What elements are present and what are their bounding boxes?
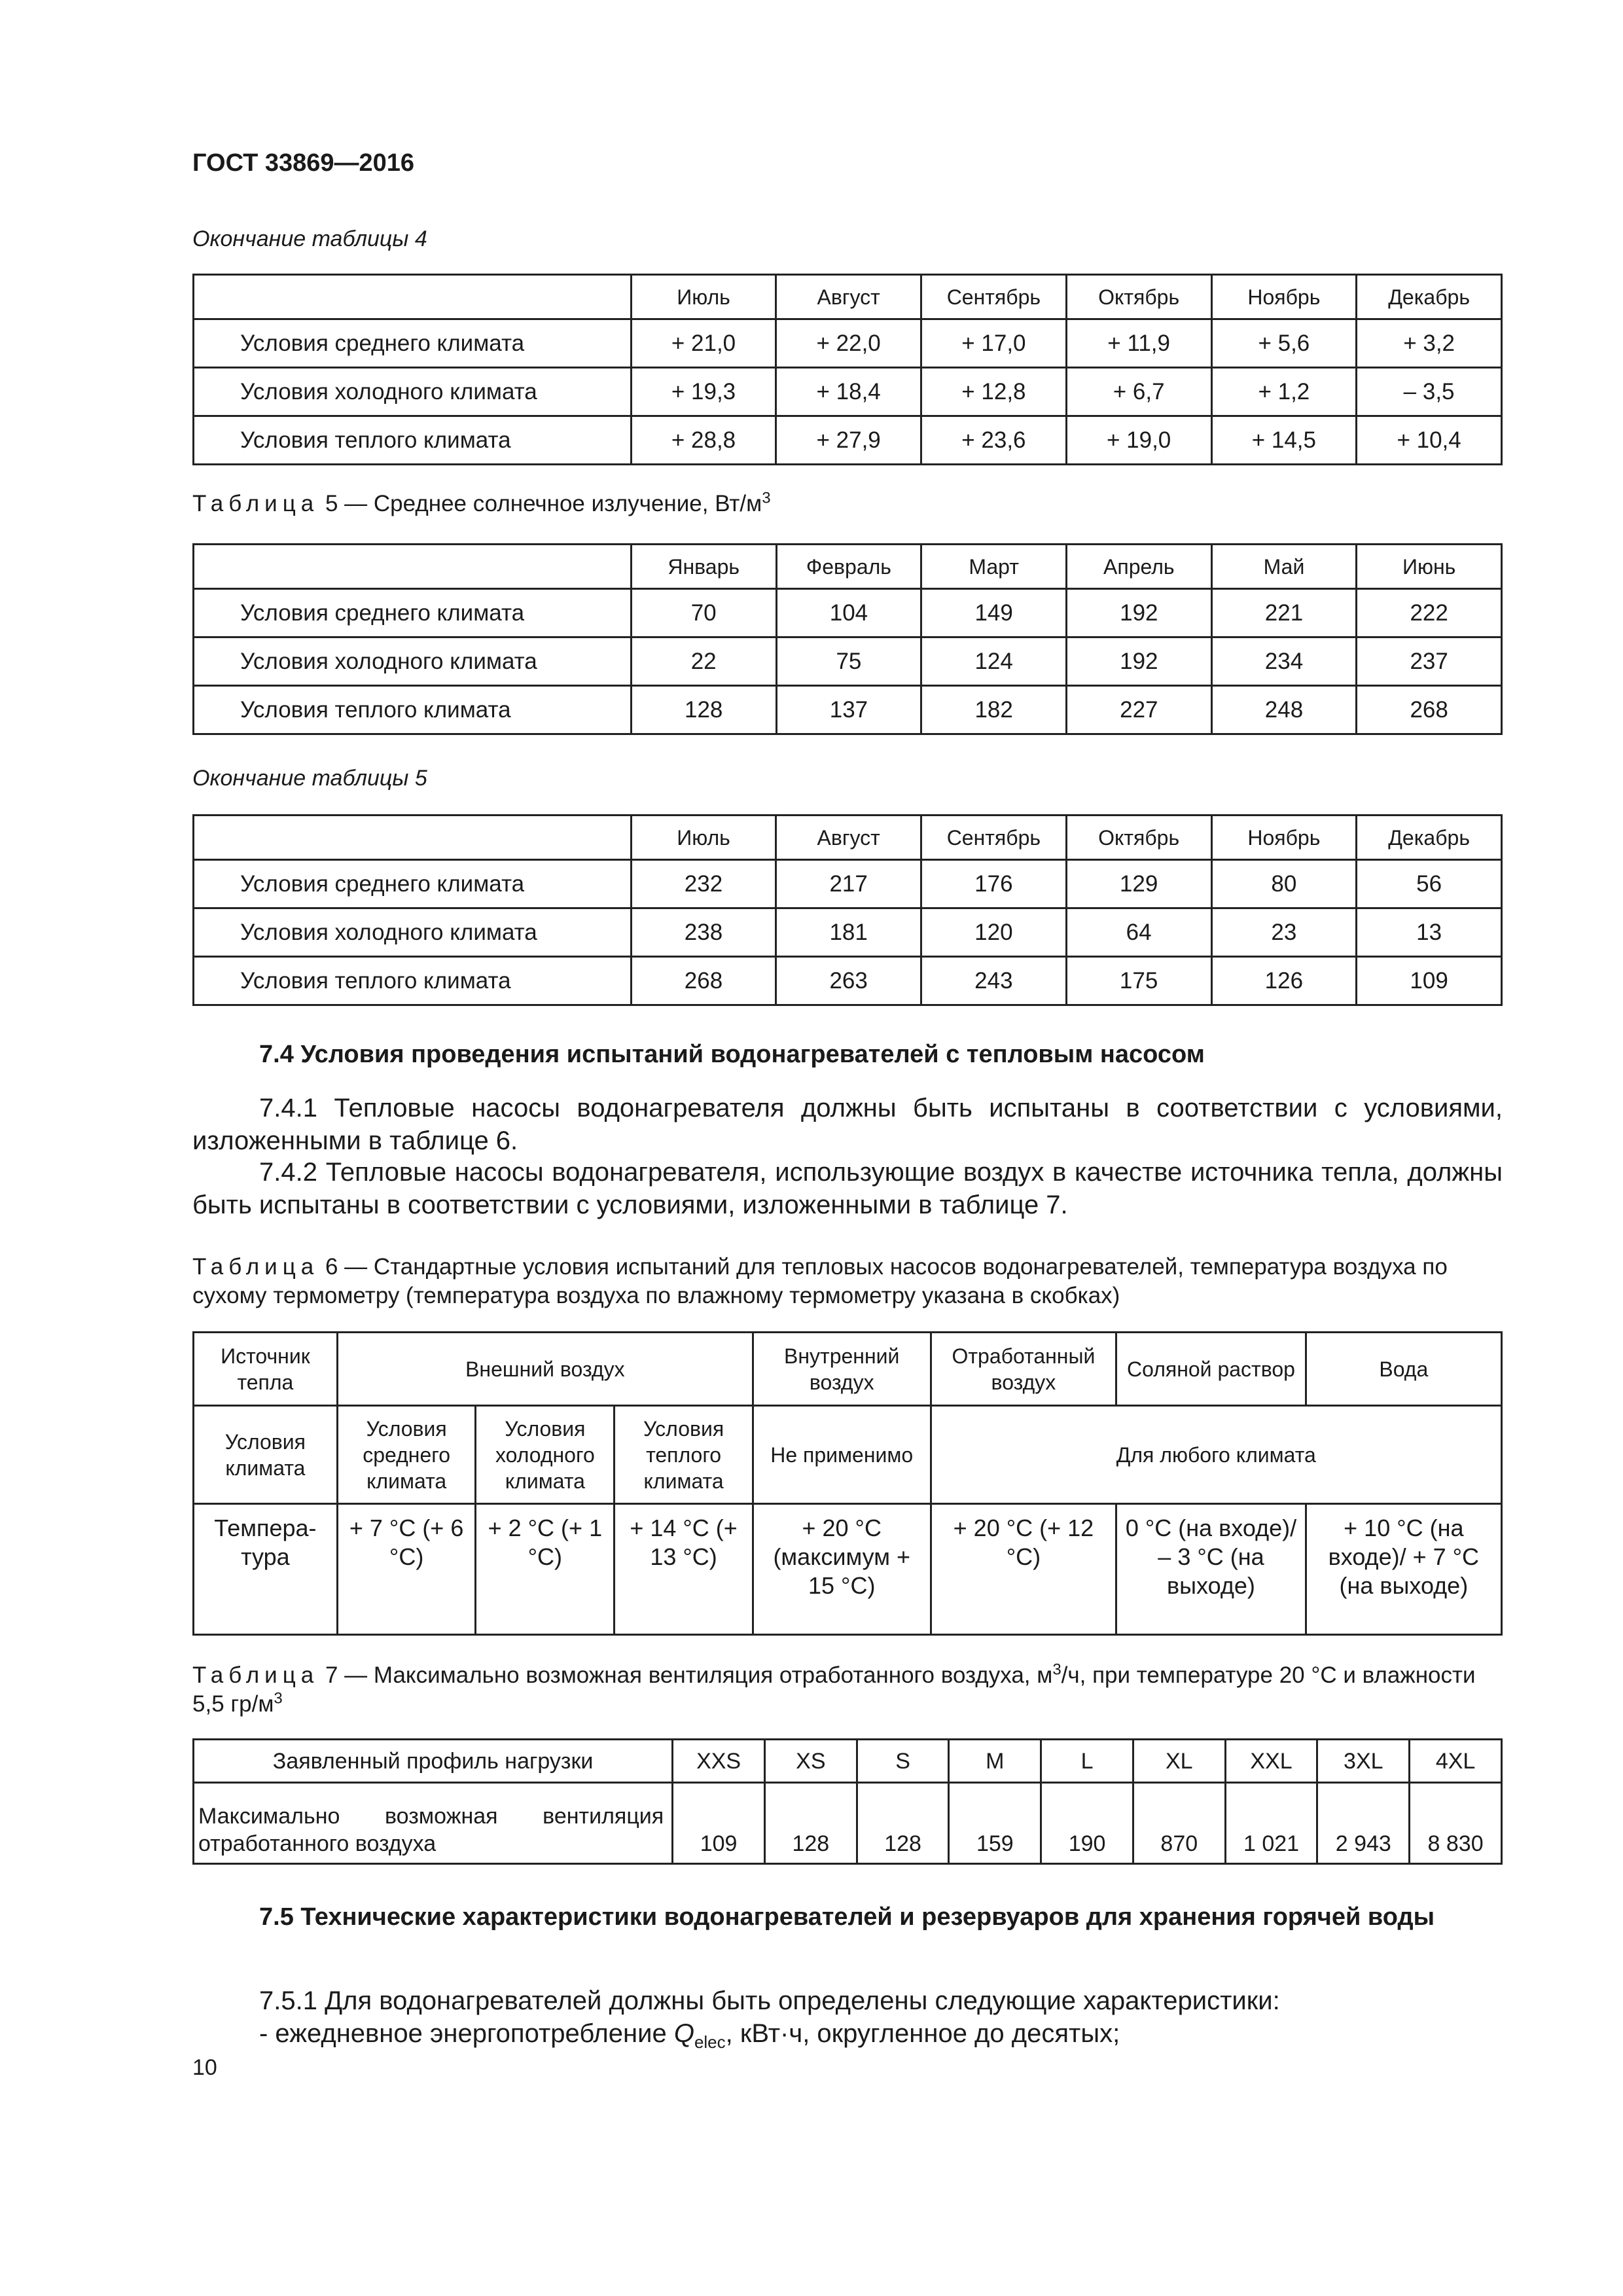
table-cell: 182 [921, 686, 1067, 734]
column-header: Апрель [1066, 545, 1211, 589]
table-corner-cell [194, 275, 632, 319]
table7-value: 109 [673, 1783, 765, 1864]
column-header: Ноябрь [1211, 816, 1357, 860]
table-cell: 13 [1357, 908, 1502, 957]
table7-header-row [194, 1740, 1502, 1783]
table7-profile-header: XXL [1225, 1740, 1317, 1783]
table-cell: 70 [631, 589, 776, 637]
table7-profile-header: XS [764, 1740, 857, 1783]
table7-profile-header: M [949, 1740, 1041, 1783]
column-header: Март [921, 545, 1067, 589]
table7-profile-header: L [1041, 1740, 1133, 1783]
table-cell: 192 [1066, 589, 1211, 637]
table6-caption: Таблица 6 — Стандартные условия испытаний для тепловых насосов водонагревателей, температура воздуха по сухому термометру (температура воздуха по влажному термометру указана в скобках) [192, 1254, 1448, 1308]
table-corner-cell [194, 545, 632, 589]
column-header: Июль [631, 275, 776, 319]
table7-profile-header: 4XL [1410, 1740, 1502, 1783]
table-row [194, 589, 1502, 637]
table6-temperature-row [194, 1504, 1502, 1635]
table-cell: 104 [776, 589, 921, 637]
column-header: Сентябрь [921, 275, 1066, 319]
table7-cell: Максимально возможная вентиляция отработанного воздуха [194, 1783, 673, 1864]
column-header: Май [1211, 545, 1357, 589]
table-cell: + 19,3 [631, 368, 776, 416]
table7-value: 159 [949, 1783, 1041, 1864]
column-header: Сентябрь [921, 816, 1066, 860]
table6-climate-row [194, 1406, 1502, 1504]
table7-value: 128 [764, 1783, 857, 1864]
table-cell: 126 [1211, 957, 1357, 1005]
table-cell: 217 [776, 860, 921, 908]
table-cell: 80 [1211, 860, 1357, 908]
table6-cell: + 20 °C (+ 12 °C) [931, 1504, 1116, 1635]
table-cell: 221 [1211, 589, 1357, 637]
table-cell: 128 [631, 686, 776, 734]
table-cell: + 10,4 [1357, 416, 1502, 465]
table-row [194, 860, 1502, 908]
column-header: Август [776, 816, 921, 860]
column-header: Октябрь [1066, 275, 1211, 319]
paragraph-7-4-2: 7.4.2 Тепловые насосы водонагревателя, использующие воздух в качестве источника тепла, должны быть испытаны в соответствии с условиями, изложенными в таблице 7. [192, 1158, 1503, 1219]
row-label: Условия среднего климата [194, 589, 632, 637]
table6-cell: 0 °C (на входе)/ – 3 °C (на выходе) [1116, 1504, 1306, 1635]
table6-cell: Условия среднего климата [337, 1406, 476, 1504]
table-cell: + 23,6 [921, 416, 1066, 465]
table6-cell: Не применимо [753, 1406, 931, 1504]
table6-cell: + 20 °C (максимум + 15 °C) [753, 1504, 931, 1635]
section-7-4-heading: 7.4 Условия проведения испытаний водонагревателей с тепловым насосом [259, 1041, 1205, 1068]
table6-cell: Внутренний воздух [753, 1333, 931, 1406]
table-cell: 192 [1066, 637, 1211, 686]
table-header-row [194, 545, 1502, 589]
table-cell: 243 [921, 957, 1066, 1005]
table-cell: 129 [1066, 860, 1211, 908]
table-cell: 22 [631, 637, 776, 686]
table-cell: + 14,5 [1211, 416, 1357, 465]
row-label: Условия среднего климата [194, 860, 632, 908]
table-row [194, 908, 1502, 957]
column-header: Ноябрь [1211, 275, 1357, 319]
table-cell: 227 [1066, 686, 1211, 734]
row-label: Условия холодного климата [194, 637, 632, 686]
table-row [194, 416, 1502, 465]
table-cell: 248 [1211, 686, 1357, 734]
page-number: 10 [192, 2055, 217, 2080]
table7-value: 8 830 [1410, 1783, 1502, 1864]
table7-profile-header: XXS [673, 1740, 765, 1783]
table-cell: 268 [1357, 686, 1502, 734]
table-cell: 222 [1357, 589, 1502, 637]
table-cell: 175 [1066, 957, 1211, 1005]
table4-continuation-label: Окончание таблицы 4 [192, 226, 427, 251]
table-cell: – 3,5 [1357, 368, 1502, 416]
table-corner-cell [194, 816, 632, 860]
table6-cell: Темпера-тура [194, 1504, 338, 1635]
table6-cell: Отработанный воздух [931, 1333, 1116, 1406]
table5-caption: Таблица 5 — Среднее солнечное излучение, $Вт/м^3$ [192, 489, 771, 516]
paragraph-7-4-1: 7.4.1 Тепловые насосы водонагревателя должны быть испытаны в соответствии с условиями, изложенными в таблице 6. [192, 1094, 1503, 1155]
table-row [194, 368, 1502, 416]
table-cell: 56 [1357, 860, 1502, 908]
table6-cell: Внешний воздух [337, 1333, 753, 1406]
table6-cell: Условия теплого климата [615, 1406, 753, 1504]
row-label: Условия холодного климата [194, 908, 632, 957]
table-header-row [194, 275, 1502, 319]
table6-cell: Вода [1306, 1333, 1501, 1406]
table-row [194, 637, 1502, 686]
table7-value: 128 [857, 1783, 949, 1864]
table7-value: 870 [1133, 1783, 1225, 1864]
table-row [194, 957, 1502, 1005]
table-cell: + 3,2 [1357, 319, 1502, 368]
column-header: Декабрь [1357, 275, 1502, 319]
table-cell: 137 [776, 686, 921, 734]
list-item-energy-consumption: - ежедневное энергопотребление $Q_{elec}$, кВт·ч, округленное до десятых; [259, 2019, 1120, 2052]
table-cell: 75 [776, 637, 921, 686]
table-header-row [194, 816, 1502, 860]
table-cell: + 22,0 [776, 319, 921, 368]
row-label: Условия холодного климата [194, 368, 632, 416]
table-cell: + 1,2 [1211, 368, 1357, 416]
column-header: Декабрь [1357, 816, 1502, 860]
paragraph-7-5-1: 7.5.1 Для водонагревателей должны быть определены следующие характеристики: [259, 1986, 1280, 2015]
table-cell: + 18,4 [776, 368, 921, 416]
table7-profile-header: 3XL [1317, 1740, 1410, 1783]
column-header: Январь [631, 545, 776, 589]
table-cell: 149 [921, 589, 1067, 637]
table-row [194, 319, 1502, 368]
row-label: Условия среднего климата [194, 319, 632, 368]
table6-cell: Для любого климата [931, 1406, 1501, 1504]
table7-value: 2 943 [1317, 1783, 1410, 1864]
table-cell: + 12,8 [921, 368, 1066, 416]
table6-cell: + 10 °C (на входе)/ + 7 °C (на выходе) [1306, 1504, 1501, 1635]
column-header: Февраль [776, 545, 921, 589]
table7-value-row [194, 1783, 1502, 1864]
table-cell: 109 [1357, 957, 1502, 1005]
table-cell: 23 [1211, 908, 1357, 957]
table7-profile-header: XL [1133, 1740, 1225, 1783]
column-header: Октябрь [1066, 816, 1211, 860]
table-cell: 237 [1357, 637, 1502, 686]
table7-value: 1 021 [1225, 1783, 1317, 1864]
table6-header-row [194, 1333, 1502, 1406]
table-cell: 120 [921, 908, 1066, 957]
table7-cell: Заявленный профиль нагрузки [194, 1740, 673, 1783]
table6-cell: Условия холодного климата [476, 1406, 615, 1504]
table7-value: 190 [1041, 1783, 1133, 1864]
table-cell: + 5,6 [1211, 319, 1357, 368]
row-label: Условия теплого климата [194, 686, 632, 734]
table-cell: + 6,7 [1066, 368, 1211, 416]
table-cell: 124 [921, 637, 1067, 686]
table6-cell: Источник тепла [194, 1333, 338, 1406]
table5-end [192, 814, 1503, 1006]
table-cell: + 27,9 [776, 416, 921, 465]
document-title: ГОСТ 33869—2016 [192, 149, 415, 177]
table6-cell: Соляной раствор [1116, 1333, 1306, 1406]
table6-cell: + 7 °C (+ 6 °C) [337, 1504, 476, 1635]
table-cell: + 19,0 [1066, 416, 1211, 465]
table5 [192, 543, 1503, 735]
section-7-5-heading: 7.5 Технические характеристики водонагревателей и резервуаров для хранения горячей воды [259, 1903, 1435, 1931]
table7 [192, 1738, 1503, 1865]
table7-profile-header: S [857, 1740, 949, 1783]
table-row [194, 686, 1502, 734]
table-cell: 234 [1211, 637, 1357, 686]
table6 [192, 1331, 1503, 1636]
table7-caption: Таблица 7 — Максимально возможная вентиляция отработанного воздуха, $м^3/ч$, при температуре 20 °C и влажности 5,5 $гр/м^3$ [192, 1660, 1476, 1717]
column-header: Август [776, 275, 921, 319]
table6-cell: + 14 °C (+ 13 °C) [615, 1504, 753, 1635]
table-cell: 181 [776, 908, 921, 957]
table-cell: 232 [631, 860, 776, 908]
table4-end [192, 274, 1503, 465]
table-cell: + 17,0 [921, 319, 1066, 368]
table6-cell: Условия климата [194, 1406, 338, 1504]
row-label: Условия теплого климата [194, 416, 632, 465]
table-cell: 176 [921, 860, 1066, 908]
table6-cell: + 2 °C (+ 1 °C) [476, 1504, 615, 1635]
table-cell: 268 [631, 957, 776, 1005]
column-header: Июль [631, 816, 776, 860]
column-header: Июнь [1357, 545, 1502, 589]
table-cell: + 11,9 [1066, 319, 1211, 368]
table-cell: + 21,0 [631, 319, 776, 368]
row-label: Условия теплого климата [194, 957, 632, 1005]
table-cell: 64 [1066, 908, 1211, 957]
table5-continuation-label: Окончание таблицы 5 [192, 766, 427, 791]
table-cell: + 28,8 [631, 416, 776, 465]
table-cell: 238 [631, 908, 776, 957]
table-cell: 263 [776, 957, 921, 1005]
